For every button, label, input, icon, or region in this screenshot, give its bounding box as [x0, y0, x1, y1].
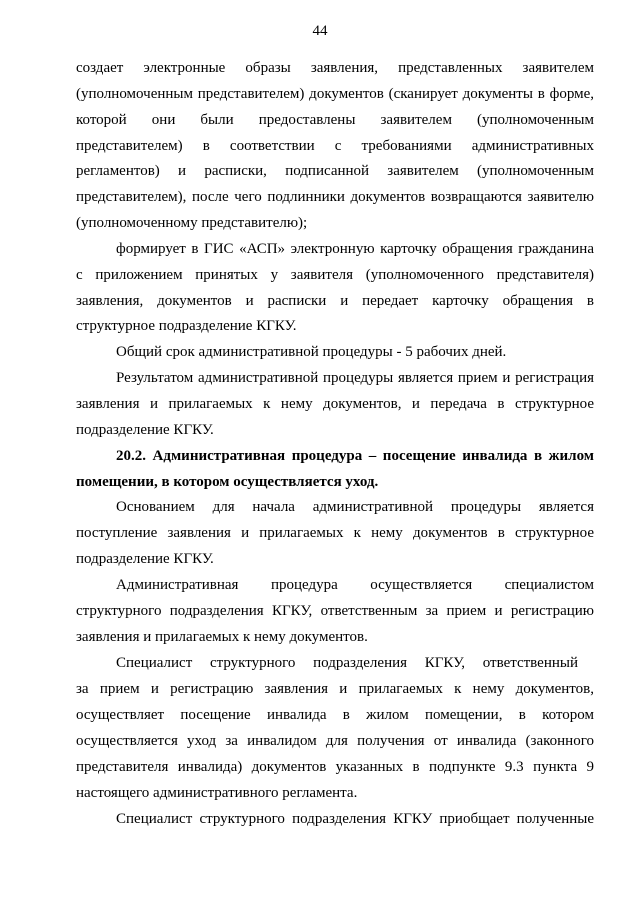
- text-line: заявления, документов и расписки и передает карточку обращения в: [76, 293, 594, 309]
- text-line: формирует в ГИС «АСП» электронную карточку обращения гражданина: [116, 241, 594, 257]
- section-heading: помещении, в котором осуществляется уход.: [76, 474, 379, 490]
- text-line: которой они были предоставлены заявителем (уполномоченным: [76, 112, 594, 128]
- text-line: поступление заявления и прилагаемых к нему документов в структурное: [76, 525, 594, 541]
- text-line: с приложением принятых у заявителя (уполномоченного представителя): [76, 267, 594, 283]
- text-line: подразделение КГКУ.: [76, 422, 214, 438]
- text-line: представителя инвалида) документов указанных в подпункте 9.3 пункта 9: [76, 759, 594, 775]
- text-line: подразделение КГКУ.: [76, 551, 214, 567]
- text-line: Специалист структурного подразделения КГКУ приобщает полученные: [116, 811, 594, 827]
- text-line: за прием и регистрацию заявления и прилагаемых к нему документов,: [76, 681, 594, 697]
- text-line: заявления и прилагаемых к нему документов.: [76, 629, 368, 645]
- text-line: (уполномоченному представителю);: [76, 215, 308, 231]
- section-heading: 20.2. Административная процедура – посещение инвалида в жилом: [116, 448, 594, 464]
- text-line: заявления и прилагаемых к нему документов, и передача в структурное: [76, 396, 594, 412]
- text-line: Основанием для начала административной процедуры является: [116, 499, 594, 515]
- text-line: Результатом административной процедуры является прием и регистрация: [116, 370, 594, 386]
- text-line: Административная процедура осуществляется специалистом: [116, 577, 594, 593]
- text-line: Специалист структурного подразделения КГКУ, ответственный: [116, 655, 578, 671]
- text-line: представителем) в соответствии с требованиями административных: [76, 138, 594, 154]
- text-line: представителем), после чего подлинники документов возвращаются заявителю: [76, 189, 594, 205]
- page-number: 44: [312, 23, 328, 39]
- text-line: (уполномоченным представителем) документов (сканирует документы в форме,: [76, 86, 594, 102]
- text-line: Общий срок административной процедуры - 5 рабочих дней.: [116, 344, 507, 360]
- text-line: создает электронные образы заявления, представленных заявителем: [76, 60, 594, 76]
- text-line: осуществляется уход за инвалидом для получения от инвалида (законного: [76, 733, 594, 749]
- text-line: регламентов) и расписки, подписанной заявителем (уполномоченным: [76, 163, 594, 179]
- text-line: осуществляет посещение инвалида в жилом помещении, в котором: [76, 707, 594, 723]
- text-line: структурного подразделения КГКУ, ответственным за прием и регистрацию: [76, 603, 594, 619]
- text-line: структурное подразделение КГКУ.: [76, 318, 297, 334]
- text-line: настоящего административного регламента.: [76, 785, 358, 801]
